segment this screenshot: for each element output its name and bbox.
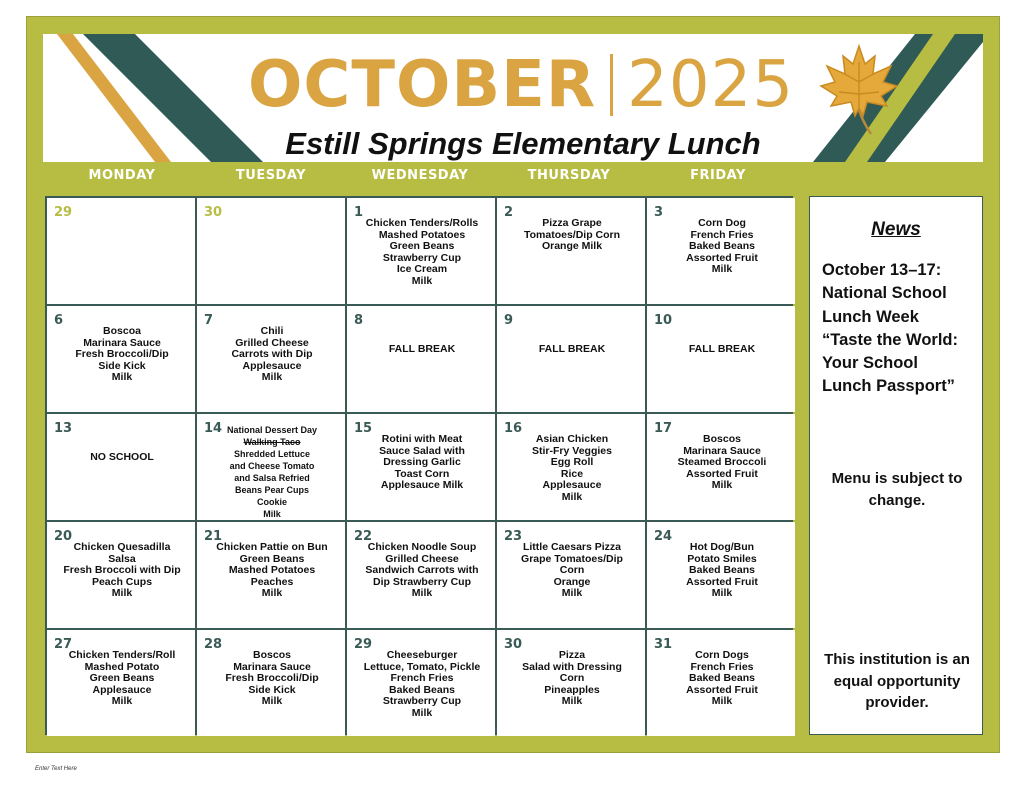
menu-item: Applesauce [542,479,602,492]
menu-item: Potato Smiles [687,552,757,565]
menu-items [657,650,787,708]
menu-items [507,650,637,708]
menu-item: Little Caesars Pizza [522,541,622,553]
date-number: 16 [504,421,523,436]
date-number: 10 [654,313,673,328]
menu-items [507,542,637,600]
menu-item: Pineapples [544,683,600,696]
weekday-header-row [47,168,792,190]
news-line: “Taste the World: [822,330,958,349]
menu-item: Green Beans [239,552,305,565]
menu-item: FALL BREAK [388,343,456,355]
date-number: 8 [354,313,364,328]
menu-item: Salsa [108,552,136,565]
menu-subject-note: Menu is subject to change. [831,470,963,509]
date-number: 1 [354,205,364,220]
menu-item: Milk [261,587,283,600]
menu-item: Sauce Salad with [379,444,465,457]
menu-item: Milk [411,587,433,600]
day-cell [497,522,645,628]
menu-item: Strawberry Cup [382,251,462,264]
date-number: 3 [654,205,664,220]
menu-item: National Dessert Day [226,425,318,435]
menu-item: Marinara Sauce [233,660,311,673]
date-number: 27 [54,637,73,652]
menu-item: Corn Dog [698,217,746,229]
menu-item: Milk [711,263,733,276]
menu-item: Peach Cups [91,575,153,588]
calendar-grid [45,196,793,735]
menu-items [57,326,187,384]
menu-item: Beans Pear Cups [234,485,310,495]
menu-item: Milk [111,695,133,708]
menu-item: Milk [111,587,133,600]
menu-item: Marinara Sauce [683,444,761,457]
day-cell [647,630,795,736]
menu-item: Corn [559,564,585,577]
menu-items [507,218,637,253]
menu-item: French Fries [690,660,754,673]
menu-item: Fresh Broccoli/Dip [75,348,169,361]
menu-item: Green Beans [389,240,455,253]
menu-item: Milk [263,509,281,519]
menu-item: Strawberry Cup [382,695,462,708]
menu-items [357,434,487,492]
weekday-friday: FRIDAY [690,168,746,183]
menu-items [507,344,637,356]
date-number: 17 [654,421,673,436]
maple-leaf-icon [817,42,901,138]
menu-item: Lettuce, Tomato, Pickle [363,660,481,673]
month-name: OCTOBER [247,48,597,122]
day-cell [347,198,495,304]
day-cell [647,522,795,628]
menu-items [357,344,487,356]
menu-item: Fresh Broccoli with Dip [63,564,181,577]
menu-item: Applesauce [92,683,152,696]
date-number: 31 [654,637,673,652]
menu-item: Dip Strawberry Cup [372,575,472,588]
date-number: 14 [204,421,223,436]
menu-item: Rice [560,467,584,480]
weekday-monday: MONDAY [88,168,156,183]
date-number: 20 [54,529,73,544]
menu-items [357,218,487,288]
menu-item: Mashed Potato [84,660,160,673]
menu-item: Orange [553,575,591,588]
day-cell [647,306,795,412]
day-cell [647,198,795,304]
menu-items [57,542,187,600]
title-divider [610,54,613,116]
date-number: 2 [504,205,514,220]
day-cell [47,414,195,520]
day-cell [197,522,345,628]
menu-items [657,434,787,492]
menu-item: Milk [411,274,433,287]
menu-item: Sandwich Carrots with [365,564,479,577]
menu-item: Boscoa [103,325,141,337]
menu-item: Chicken Noodle Soup [367,541,477,553]
menu-item: Boscos [253,649,291,661]
news-title: News [871,219,921,240]
day-cell [497,306,645,412]
menu-item: Milk [711,695,733,708]
menu-item: Chili [260,325,284,337]
menu-item: Shredded Lettuce [233,449,310,459]
day-cell [47,198,195,304]
menu-items [357,542,487,600]
day-cell [197,306,345,412]
school-title: Estill Springs Elementary Lunch [285,126,761,161]
menu-item: FALL BREAK [538,343,606,355]
menu-item: Hot Dog/Bun [689,541,755,553]
menu-item: Pizza [558,649,586,661]
menu-item: Rotini with Meat [381,433,463,445]
menu-item: Chicken Tenders/Rolls [365,217,479,229]
day-cell [47,306,195,412]
day-cell [197,198,345,304]
date-number: 30 [504,637,523,652]
menu-item: and Cheese Tomato [229,461,315,471]
menu-item: Chicken Pattie on Bun [216,541,328,553]
menu-items [657,542,787,600]
menu-item: Baked Beans [389,683,455,696]
menu-item: Milk [261,695,283,708]
menu-items [507,434,637,504]
day-cell [647,414,795,520]
menu-item: Carrots with Dip [231,348,313,361]
menu-item: Salad with Dressing [522,660,622,673]
menu-item: Mashed Potatoes [228,564,316,577]
menu-items [207,542,337,600]
date-number: 6 [54,313,64,328]
date-number: 28 [204,637,223,652]
weekday-tuesday: TUESDAY [235,168,307,183]
menu-item: Grilled Cheese [235,336,309,349]
weekday-wednesday: WEDNESDAY [371,168,469,183]
menu-item: Green Beans [89,672,155,685]
menu-item: Applesauce [242,359,302,372]
news-body [822,259,978,399]
menu-item: Side Kick [98,359,146,372]
day-cell [497,414,645,520]
date-number: 29 [54,205,73,220]
day-cell [47,630,195,736]
news-panel [809,196,983,735]
menu-item: Pizza Grape [542,217,602,229]
menu-items [657,218,787,276]
menu-item: French Fries [390,672,454,685]
menu-item: Assorted Fruit [686,575,758,588]
date-number: 21 [204,529,223,544]
menu-item: Ice Cream [396,263,448,276]
news-line: National School [822,284,947,303]
menu-item: Assorted Fruit [686,683,758,696]
menu-items [357,650,487,720]
calendar-header [43,34,983,162]
menu-item: Steamed Broccoli [677,456,767,469]
menu-item: Cheeseburger [386,649,458,661]
date-number: 13 [54,421,73,436]
menu-items [57,650,187,708]
date-number: 23 [504,529,523,544]
menu-item: Grilled Cheese [385,552,459,565]
menu-items [57,452,187,464]
menu-items [207,424,337,520]
day-cell [197,414,345,520]
day-cell [197,630,345,736]
menu-item: Corn Dogs [695,649,749,661]
date-number: 9 [504,313,514,328]
menu-item: Corn [559,672,585,685]
month-year-title [231,50,811,120]
date-number: 7 [204,313,214,328]
day-cell [347,630,495,736]
menu-item: Orange Milk [541,240,603,253]
news-line: October 13–17: [822,261,942,279]
date-number: 22 [354,529,373,544]
menu-item: Milk [561,490,583,503]
date-number: 24 [654,529,673,544]
menu-item: Cookie [256,497,287,507]
menu-item: French Fries [690,228,754,241]
day-cell [347,306,495,412]
menu-item: Milk [111,371,133,384]
equal-opportunity-note: This institution is an equal opportunity provider. [824,651,970,711]
menu-item: Chicken Quesadilla [73,541,171,553]
menu-item: Baked Beans [689,240,755,253]
menu-items [207,326,337,384]
news-line: Lunch Passport” [822,377,955,396]
footer-text: Enter Text Here [35,766,77,772]
menu-item: Milk [261,371,283,384]
day-cell [347,414,495,520]
menu-item: Assorted Fruit [686,467,758,480]
menu-item: Chicken Tenders/Roll [68,649,176,661]
menu-items [657,344,787,356]
menu-item: Walking Taco [243,437,301,447]
menu-item: Tomatoes/Dip Corn [523,228,621,241]
menu-item: Mashed Potatoes [378,228,466,241]
menu-item: Marinara Sauce [83,336,161,349]
menu-item: Assorted Fruit [686,251,758,264]
day-cell [497,630,645,736]
day-cell [347,522,495,628]
menu-item: Boscos [703,433,741,445]
menu-item: Side Kick [248,683,296,696]
menu-item: Egg Roll [550,456,594,469]
date-number: 30 [204,205,223,220]
menu-item: Peaches [250,575,294,588]
day-cell [47,522,195,628]
menu-item: NO SCHOOL [90,451,154,463]
menu-item: Dressing Garlic [383,456,461,469]
menu-item: Baked Beans [689,672,755,685]
news-line: Lunch Week [822,307,919,326]
menu-item: Milk [711,479,733,492]
menu-item: Asian Chicken [535,433,609,445]
weekday-thursday: THURSDAY [527,168,611,183]
date-number: 29 [354,637,373,652]
menu-item: Milk [561,695,583,708]
menu-item: Applesauce Milk [380,479,464,492]
menu-item: and Salsa Refried [234,473,310,483]
day-cell [497,198,645,304]
menu-item: Baked Beans [689,564,755,577]
menu-items [207,650,337,708]
year: 2025 [627,48,795,122]
menu-item: Toast Corn [394,467,450,480]
menu-item: Milk [411,706,433,719]
menu-item: FALL BREAK [688,343,756,355]
menu-item: Stir-Fry Veggies [532,444,612,457]
menu-item: Grape Tomatoes/Dip [521,552,623,565]
menu-item: Fresh Broccoli/Dip [225,672,319,685]
date-number: 15 [354,421,373,436]
news-line: Your School [822,354,918,373]
menu-item: Milk [561,587,583,600]
menu-item: Milk [711,587,733,600]
